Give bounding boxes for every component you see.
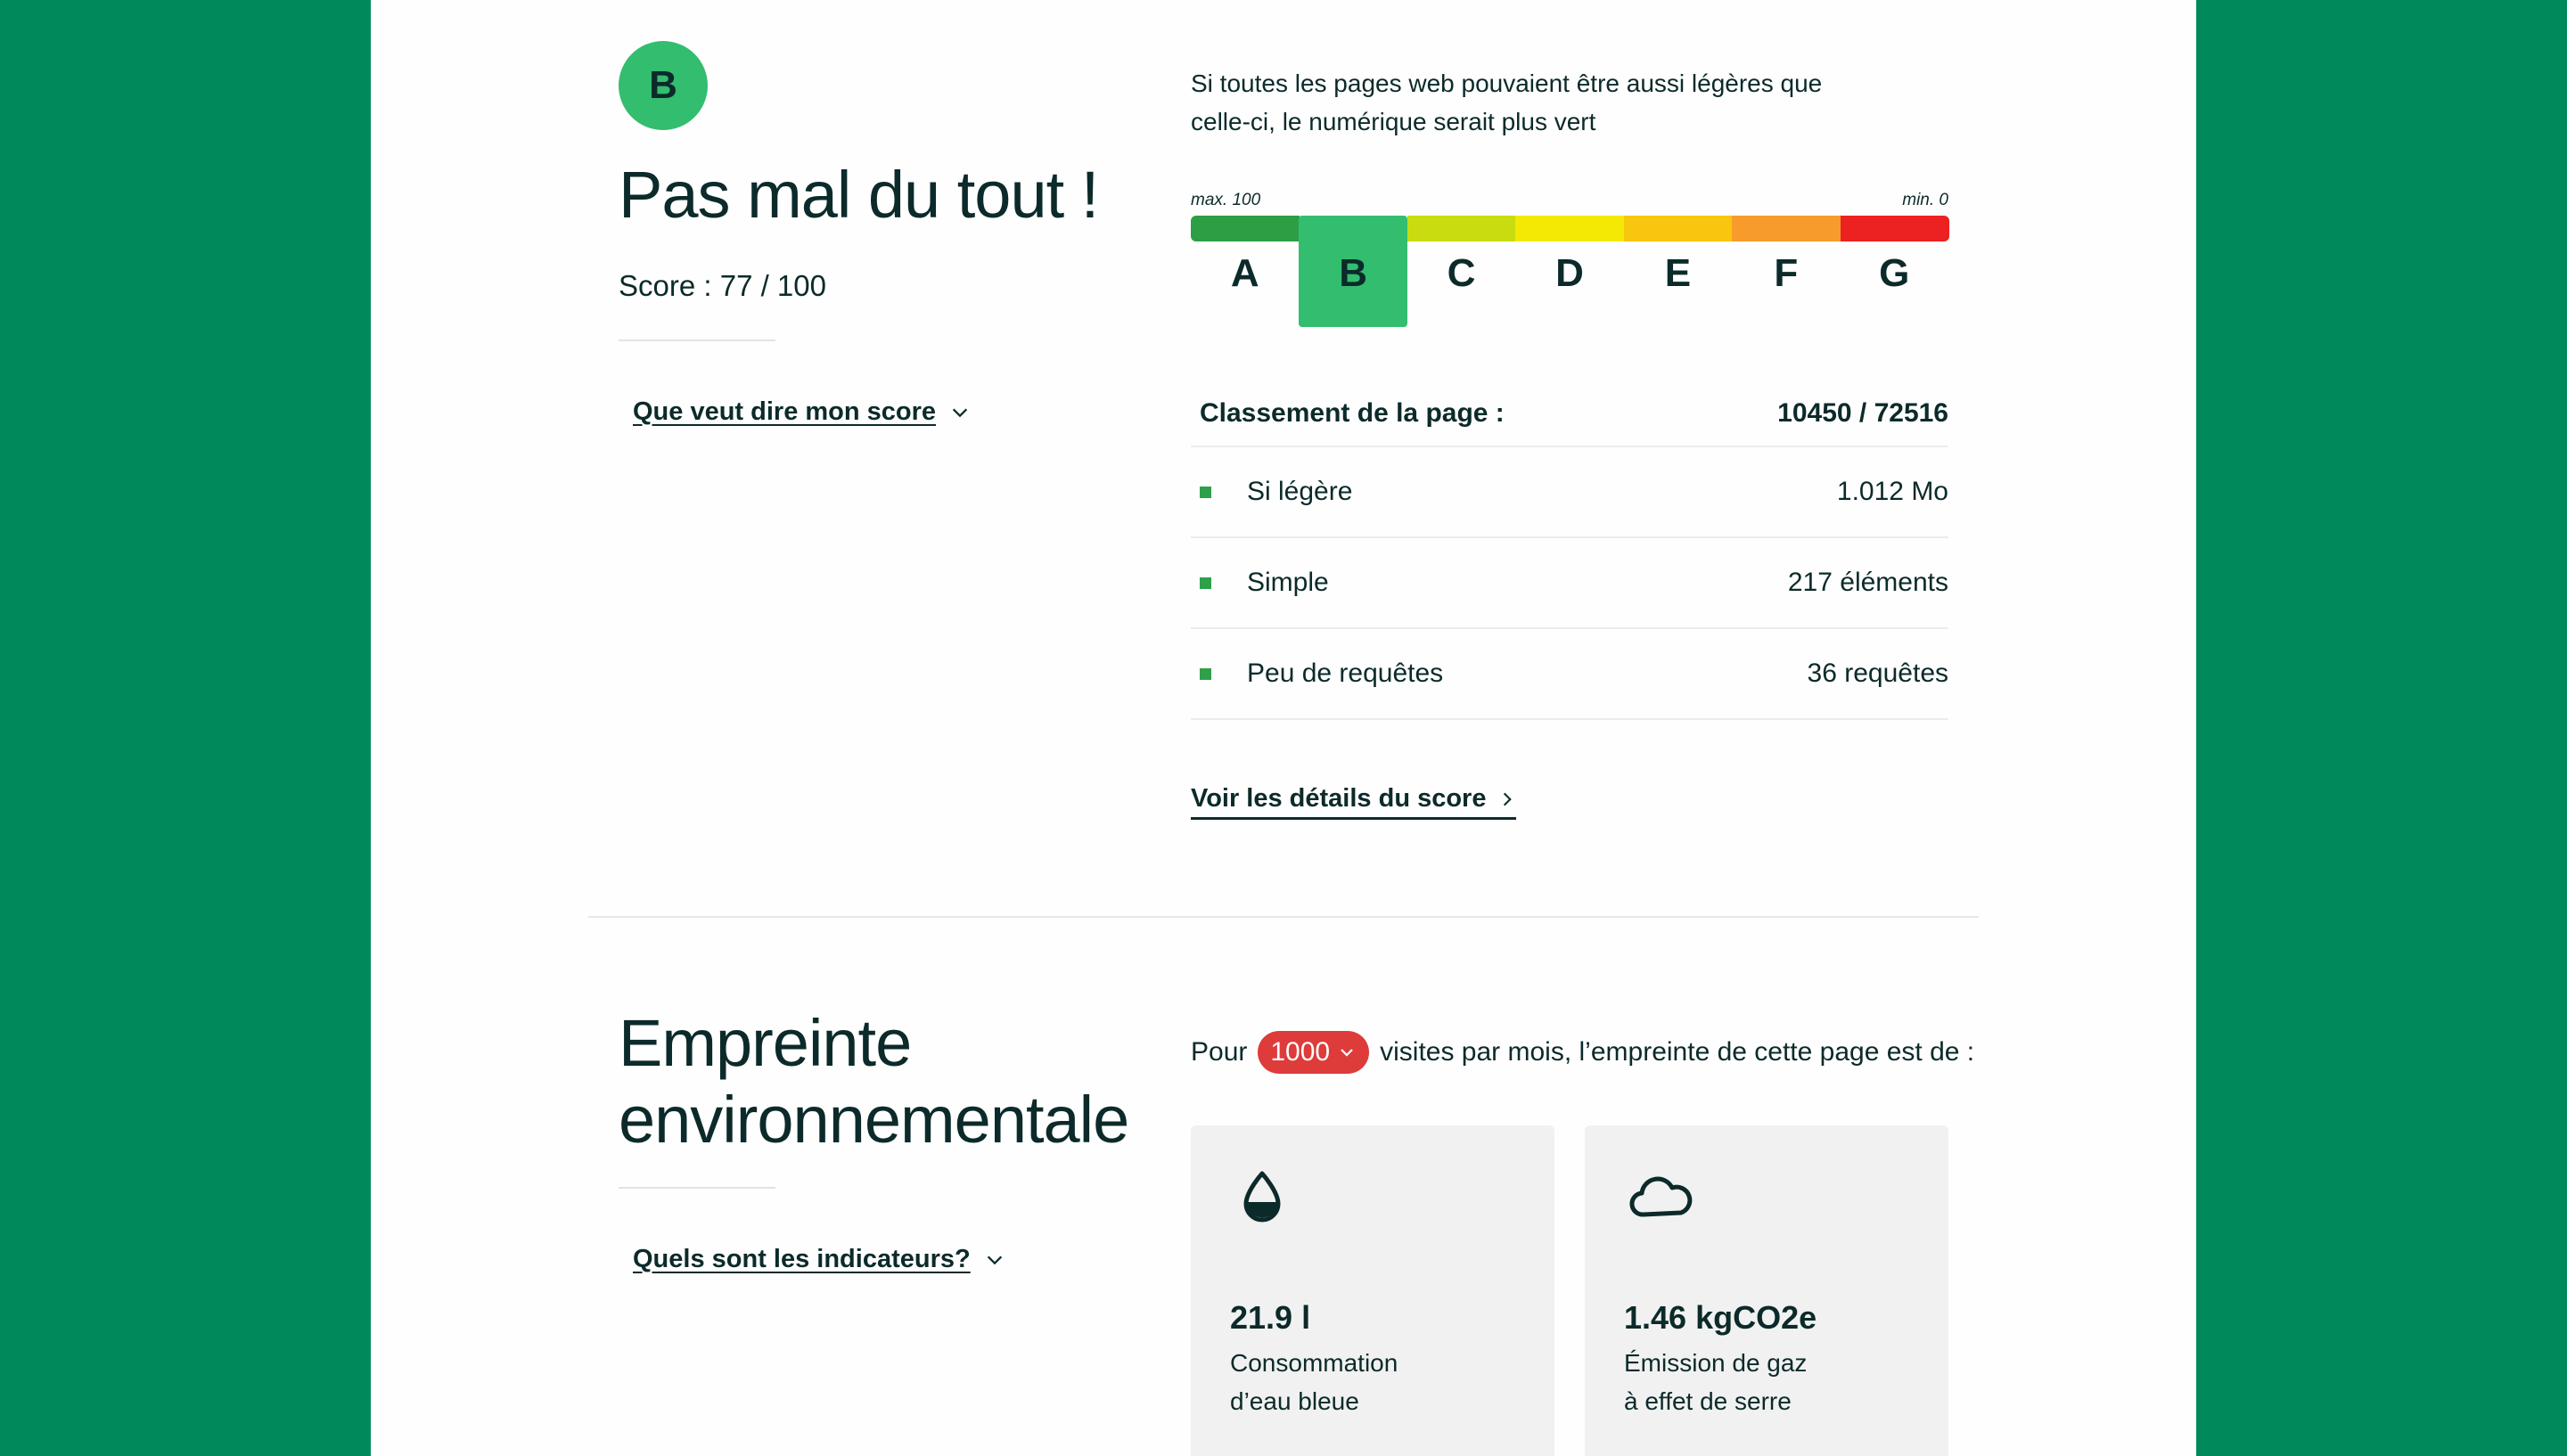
scale-letter-e: E xyxy=(1664,251,1692,295)
grade-badge: B xyxy=(619,41,708,130)
chevron-down-icon xyxy=(985,1250,1005,1270)
visits-sentence xyxy=(1191,1031,1974,1074)
main-content xyxy=(371,0,2196,1456)
visits-value: 1000 xyxy=(1270,1037,1331,1067)
chevron-down-icon xyxy=(1339,1044,1355,1060)
scale-segment-c xyxy=(1407,216,1516,241)
scale-segment-e xyxy=(1624,216,1733,241)
metric-value: 36 requêtes xyxy=(1807,658,1948,688)
ghg-card xyxy=(1585,1125,1948,1456)
section-divider xyxy=(588,916,1979,918)
chevron-right-icon xyxy=(1498,790,1516,808)
bullet-icon xyxy=(1200,487,1211,498)
metric-label: Peu de requêtes xyxy=(1247,658,1444,688)
water-value: 21.9 l xyxy=(1230,1299,1311,1336)
score-details-link[interactable] xyxy=(1191,784,1516,820)
visits-prefix: Pour xyxy=(1191,1037,1248,1067)
metric-row xyxy=(1191,447,1948,538)
water-drop-icon xyxy=(1234,1168,1291,1225)
water-card xyxy=(1191,1125,1554,1456)
scale-letter-c: C xyxy=(1447,251,1476,295)
indicators-help-label: Quels sont les indicateurs? xyxy=(633,1245,971,1273)
divider-short xyxy=(619,339,775,341)
scale-segment-f xyxy=(1732,216,1841,241)
ranking-label: Classement de la page : xyxy=(1200,398,1505,428)
scale-segment-a xyxy=(1191,216,1300,241)
metric-label: Simple xyxy=(1247,568,1329,597)
ghg-value: 1.46 kgCO2e xyxy=(1624,1299,1817,1336)
scale-letter-a: A xyxy=(1230,251,1259,295)
indicators-help-toggle[interactable] xyxy=(633,1245,1005,1274)
footprint-title-line1: Empreinte xyxy=(619,1006,912,1080)
scale-letter-b: B xyxy=(1339,251,1368,295)
score-help-label: Que veut dire mon score xyxy=(633,397,937,426)
cloud-icon xyxy=(1628,1168,1695,1225)
intro-text: Si toutes les pages web pouvaient être aussi légères que celle-ci, le numérique serait plus vert xyxy=(1191,70,1823,135)
bullet-icon xyxy=(1200,668,1211,680)
visits-suffix: visites par mois, l’empreinte de cette page est de : xyxy=(1380,1037,1975,1067)
scale-segment-d xyxy=(1515,216,1624,241)
metric-row xyxy=(1191,538,1948,629)
scale-max-label: max. 100 xyxy=(1191,191,1261,209)
ghg-description: Émission de gaz à effet de serre xyxy=(1624,1349,1808,1415)
scale-min-label: min. 0 xyxy=(1902,191,1948,209)
chevron-down-icon xyxy=(950,403,970,422)
score-help-toggle[interactable] xyxy=(633,397,970,427)
metric-label: Si légère xyxy=(1247,477,1353,506)
score-text: Score : 77 / 100 xyxy=(619,269,826,302)
bullet-icon xyxy=(1200,577,1211,589)
water-description: Consommation d’eau bleue xyxy=(1230,1349,1398,1415)
score-details-label: Voir les détails du score xyxy=(1191,784,1487,813)
footprint-title xyxy=(619,1005,1128,1158)
visits-select[interactable] xyxy=(1258,1031,1369,1074)
ranking-value: 10450 / 72516 xyxy=(1777,398,1948,428)
metric-row xyxy=(1191,629,1948,720)
metric-value: 217 éléments xyxy=(1787,568,1948,597)
ranking-row xyxy=(1191,381,1948,447)
grade-scale xyxy=(1191,216,1948,327)
scale-segment-g xyxy=(1841,216,1949,241)
scale-letter-d: D xyxy=(1555,251,1584,295)
scale-letter-f: F xyxy=(1774,251,1799,295)
metric-value: 1.012 Mo xyxy=(1836,477,1948,506)
scale-letter-g: G xyxy=(1879,251,1910,295)
result-title: Pas mal du tout ! xyxy=(619,158,1099,232)
divider-short xyxy=(619,1187,775,1189)
footprint-title-line2: environnementale xyxy=(619,1083,1129,1157)
